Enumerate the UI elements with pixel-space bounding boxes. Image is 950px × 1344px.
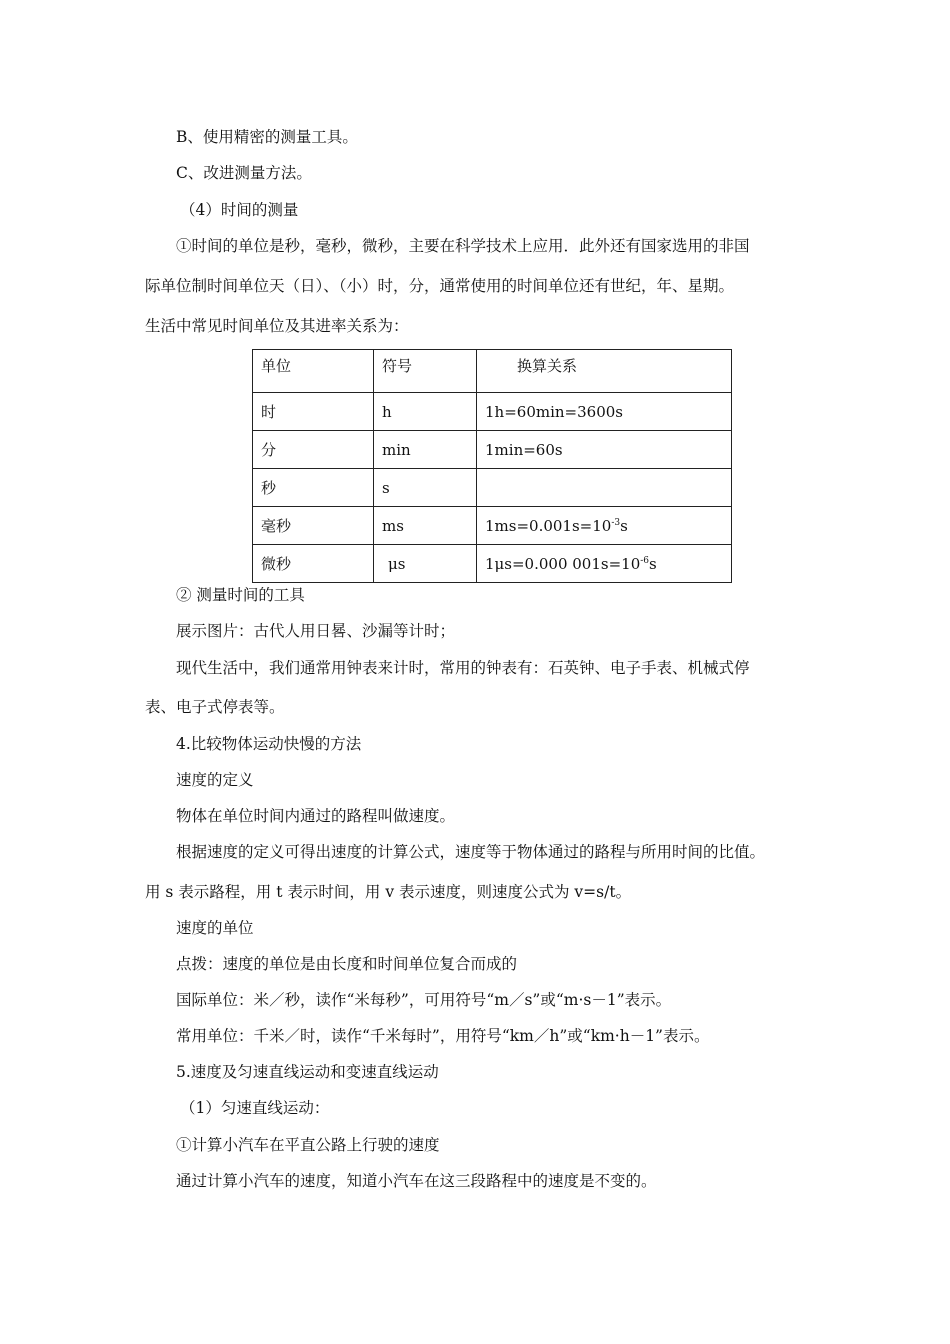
modern-clocks-line2: 表、电子式停表等。	[145, 698, 285, 716]
table-row	[253, 431, 732, 469]
table-row	[253, 393, 732, 431]
section-compare-speed: 4.比较物体运动快慢的方法	[176, 735, 362, 753]
table-cell	[477, 507, 732, 545]
unit-suffix: s	[649, 554, 657, 573]
table-cell: 1h=60min=3600s	[477, 393, 732, 431]
time-units-table	[252, 349, 732, 583]
conversion-text: 1ms=0.001s=10	[485, 516, 612, 535]
speed-unit-title: 速度的单位	[176, 919, 254, 937]
table-header-cell: 换算关系	[477, 350, 732, 393]
table-header-cell: 符号	[374, 350, 477, 393]
speed-formula-line2: 用 s 表示路程，用 t 表示时间，用 v 表示速度，则速度公式为 v=s/t。	[145, 883, 632, 901]
speed-definition-title: 速度的定义	[176, 771, 254, 789]
paragraph-time-units-line2: 际单位制时间单位天（日）、（小）时，分，通常使用的时间单位还有世纪，年、星期。	[145, 277, 735, 295]
table-cell: μs	[374, 545, 477, 583]
calc-car-speed: ①计算小汽车在平直公路上行驶的速度	[176, 1136, 440, 1154]
modern-clocks-line1: 现代生活中，我们通常用钟表来计时，常用的钟表有：石英钟、电子手表、机械式停	[176, 659, 750, 677]
table-cell: h	[374, 393, 477, 431]
option-b: B、使用精密的测量工具。	[176, 128, 358, 146]
table-header-row	[253, 350, 732, 393]
show-pictures-text: 展示图片：古代人用日晷、沙漏等计时；	[176, 622, 456, 640]
table-cell: s	[374, 469, 477, 507]
table-cell: 分	[253, 431, 374, 469]
table-cell: 秒	[253, 469, 374, 507]
speed-definition-text: 物体在单位时间内通过的路程叫做速度。	[176, 807, 456, 825]
table-cell: ms	[374, 507, 477, 545]
car-speed-conclusion: 通过计算小汽车的速度，知道小汽车在这三段路程中的速度是不变的。	[176, 1172, 657, 1190]
section-uniform-motion: 5.速度及匀速直线运动和变速直线运动	[176, 1063, 439, 1081]
exponent: -3	[611, 517, 621, 528]
table-cell: min	[374, 431, 477, 469]
paragraph-time-units-line3: 生活中常见时间单位及其进率关系为：	[145, 317, 409, 335]
subsection-uniform-linear-motion: （1）匀速直线运动：	[180, 1099, 330, 1117]
si-unit-text: 国际单位：米／秒，读作“米每秒”，可用符号“m／s”或“m·s－1”表示。	[176, 991, 672, 1009]
table-row	[253, 545, 732, 583]
common-unit-text: 常用单位：千米／时，读作“千米每时”，用符号“km／h”或“km·h－1”表示。	[176, 1027, 710, 1045]
conversion-text: 1μs=0.000 001s=10	[485, 554, 641, 573]
paragraph-time-units-line1: ①时间的单位是秒，毫秒，微秒，主要在科学技术上应用．此外还有国家选用的非国	[176, 237, 750, 255]
table-cell: 1min=60s	[477, 431, 732, 469]
timing-tools-heading: ② 测量时间的工具	[176, 586, 305, 604]
speed-unit-hint: 点拨：速度的单位是由长度和时间单位复合而成的	[176, 955, 518, 973]
option-c: C、改进测量方法。	[176, 164, 312, 182]
exponent: -6	[640, 555, 650, 566]
table-cell	[477, 469, 732, 507]
table-row	[253, 469, 732, 507]
unit-suffix: s	[620, 516, 628, 535]
section-time-measurement: （4）时间的测量	[180, 201, 299, 219]
table-cell: 时	[253, 393, 374, 431]
table-cell	[477, 545, 732, 583]
table-row	[253, 507, 732, 545]
table-cell: 毫秒	[253, 507, 374, 545]
table-cell: 微秒	[253, 545, 374, 583]
table-header-cell: 单位	[253, 350, 374, 393]
speed-formula-line1: 根据速度的定义可得出速度的计算公式，速度等于物体通过的路程与所用时间的比值。	[176, 843, 766, 861]
